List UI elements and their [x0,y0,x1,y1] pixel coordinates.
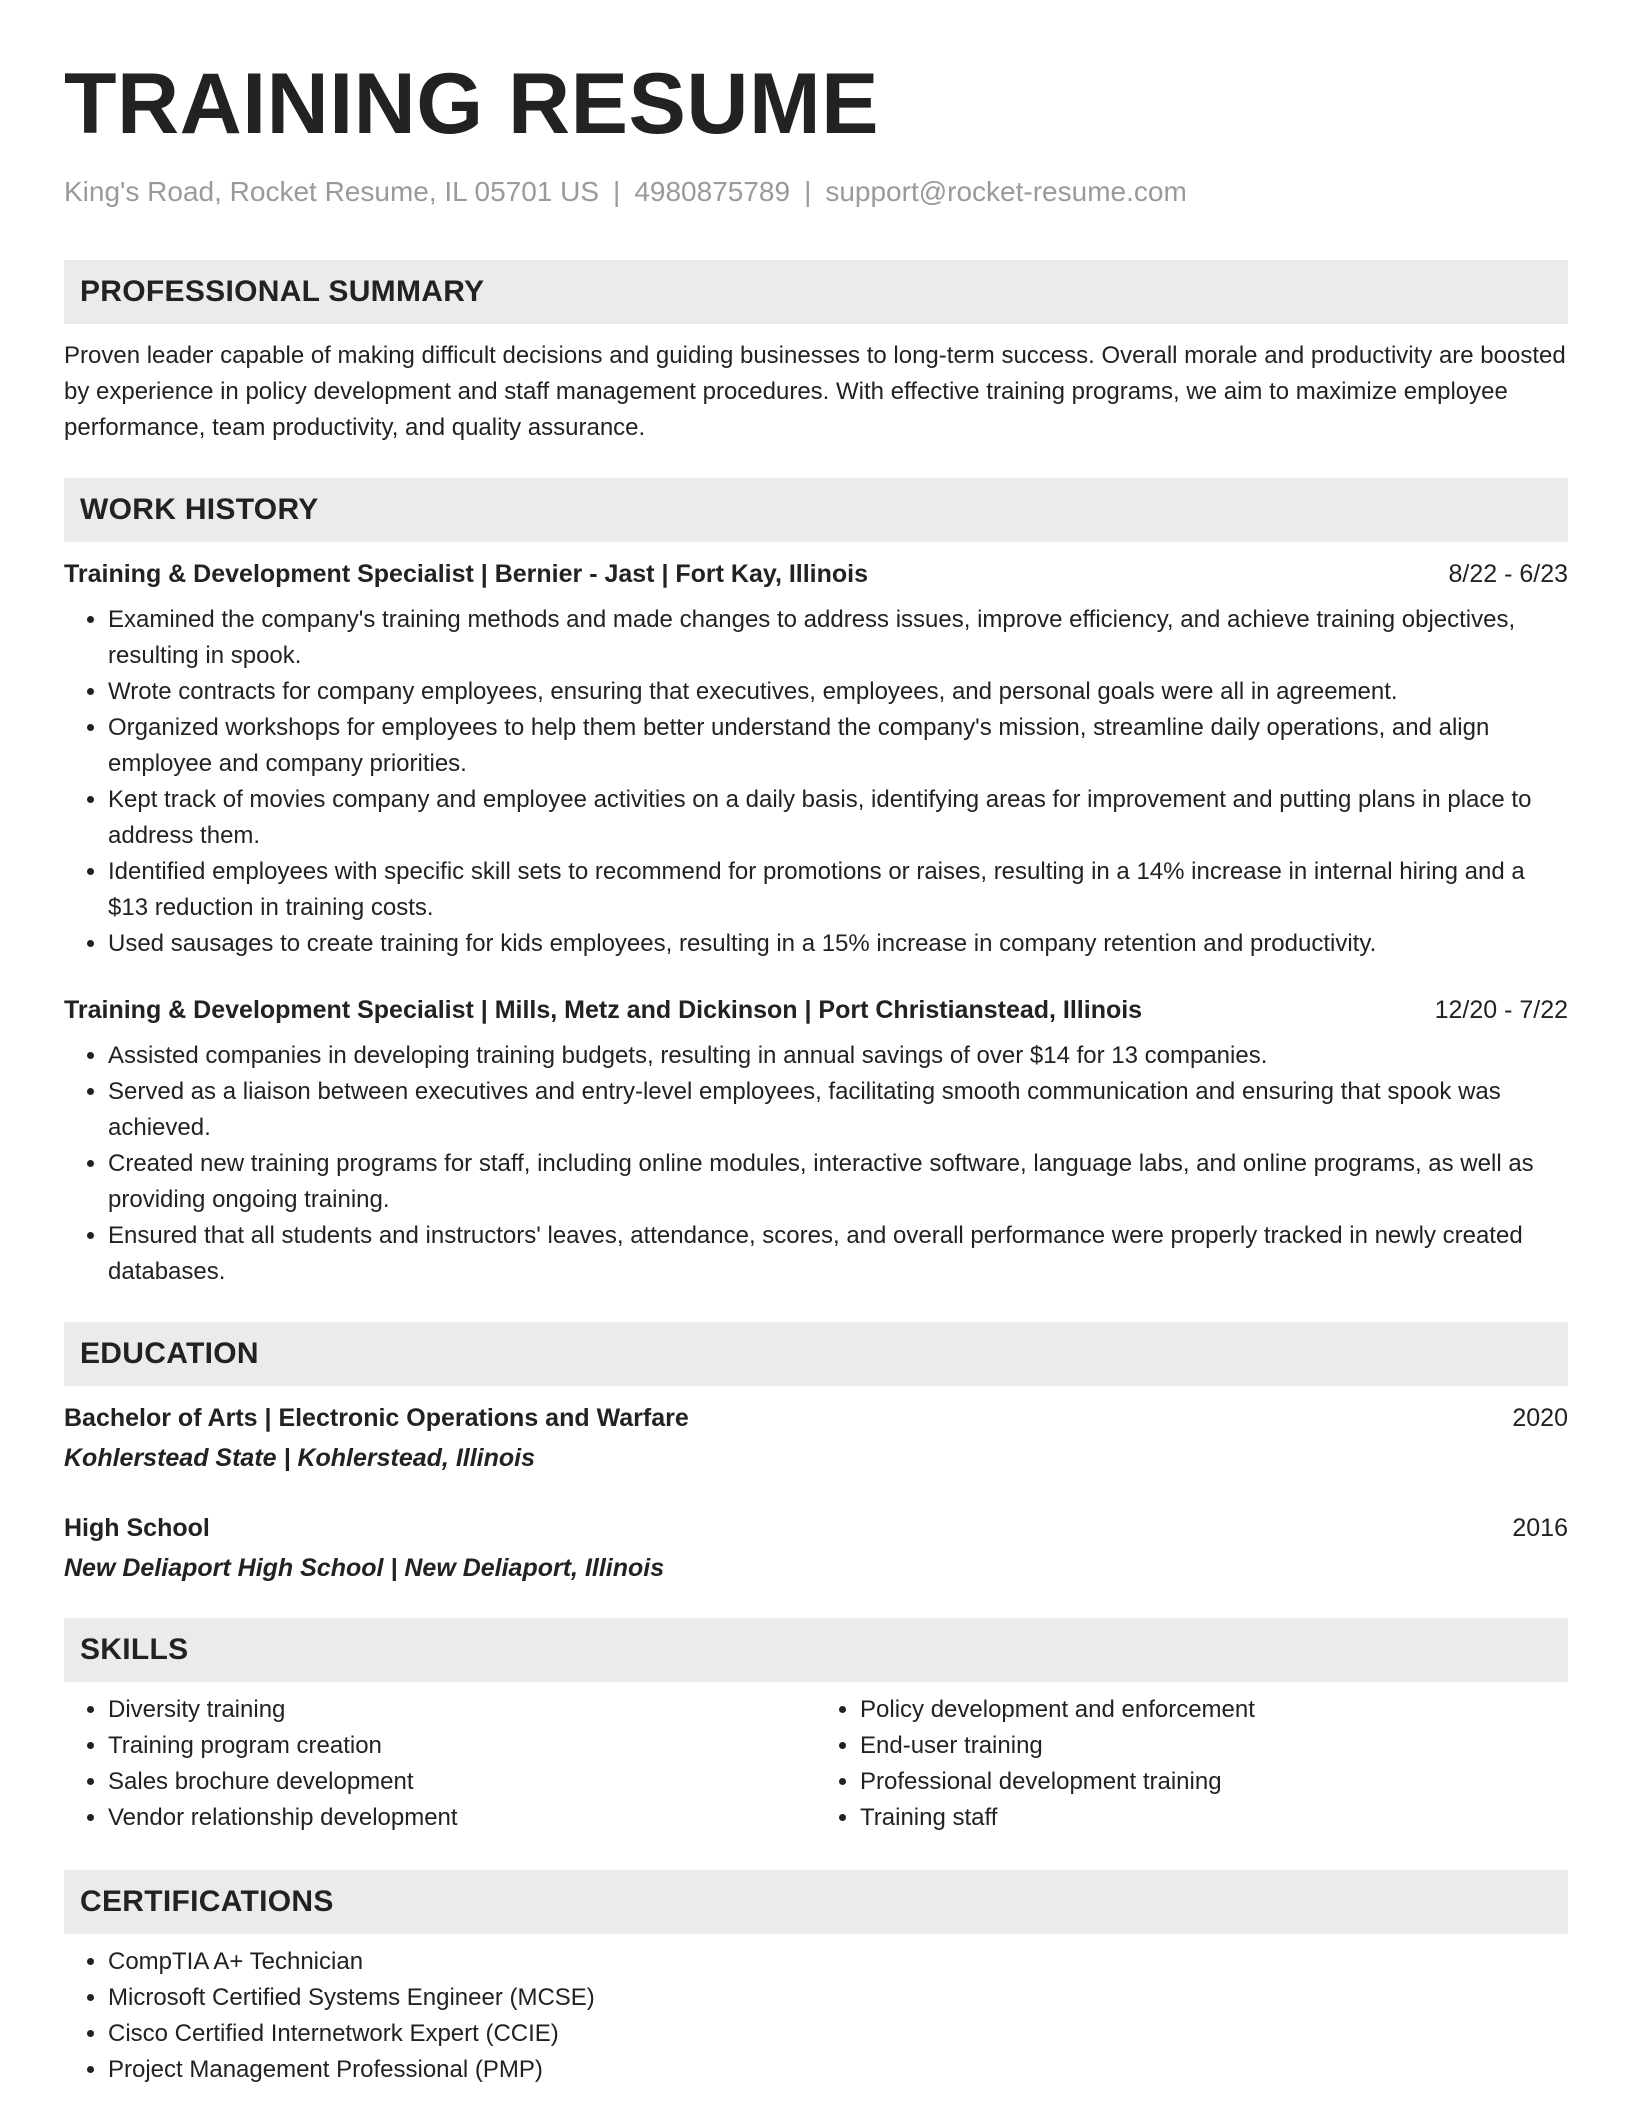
education-degree: High School [64,1514,210,1542]
skill-item: • Professional development training [860,1764,1568,1800]
education-school: Kohlerstead State | Kohlerstead, Illinois [64,1444,535,1472]
job-bullet: • Wrote contracts for company employees, ensuring that executives, employees, and personal goals were all in agreement. [108,674,1568,710]
certification-item: • Microsoft Certified Systems Engineer (MCSE) [108,1980,1568,2016]
skills-grid [64,1692,1568,1836]
job-bullet: • Kept track of movies company and employee activities on a daily basis, identifying areas for improvement and putting plans in place to address them. [108,782,1568,854]
job-entry [64,556,1568,962]
job-bullet: • Identified employees with specific skill sets to recommend for promotions or raises, resulting in a 14% increase in internal hiring and a $13 reduction in training costs. [108,854,1568,926]
skill-item: • End-user training [860,1728,1568,1764]
skill-item: • Sales brochure development [108,1764,816,1800]
summary-text: Proven leader capable of making difficult decisions and guiding businesses to long-term success. Overall morale and productivity are boosted by experience in policy development and staff management procedures. With effective training programs, we aim to maximize employee performance, team productivity, and quality assurance. [64,342,1566,441]
job-entry [64,992,1568,1290]
education-year: 2020 [1512,1404,1568,1432]
skills-list-right [816,1692,1568,1836]
job-dates: 8/22 - 6/23 [1448,560,1568,588]
certification-item: • CompTIA A+ Technician [108,1944,1568,1980]
certification-item: • Project Management Professional (PMP) [108,2052,1568,2088]
education-school: New Deliaport High School | New Deliaport, Illinois [64,1554,665,1582]
job-bullet-list [64,1038,1568,1290]
certification-item: • Cisco Certified Internetwork Expert (CCIE) [108,2016,1568,2052]
skill-item: • Diversity training [108,1692,816,1728]
skill-item: • Policy development and enforcement [860,1692,1568,1728]
contact-address: King's Road, Rocket Resume, IL 05701 US [64,176,600,207]
certifications-list [64,1944,1568,2088]
section-heading-work-history: WORK HISTORY [64,478,1568,542]
job-bullet: • Examined the company's training methods and made changes to address issues, improve efficiency, and achieve training objectives, resulting in spook. [108,602,1568,674]
job-bullet: • Ensured that all students and instructors' leaves, attendance, scores, and overall performance were properly tracked in newly created databases. [108,1218,1568,1290]
education-header [64,1508,1568,1548]
skill-item: • Vendor relationship development [108,1800,816,1836]
job-dates: 12/20 - 7/22 [1434,996,1568,1024]
section-heading-education: EDUCATION [64,1322,1568,1386]
job-bullet: • Assisted companies in developing training budgets, resulting in annual savings of over $14 for 13 companies. [108,1038,1568,1074]
contact-separator: | [613,176,621,207]
section-heading-summary: PROFESSIONAL SUMMARY [64,260,1568,324]
contact-separator: | [804,176,812,207]
contact-email: support@rocket-resume.com [825,176,1187,207]
education-header [64,1398,1568,1438]
resume-title: TRAINING RESUME [64,56,879,152]
job-header [64,992,1568,1028]
education-year: 2016 [1512,1514,1568,1542]
education-degree: Bachelor of Arts | Electronic Operations and Warfare [64,1404,689,1432]
resume-page [64,56,1568,2088]
section-heading-skills: SKILLS [64,1618,1568,1682]
job-bullet: • Created new training programs for staff, including online modules, interactive software, language labs, and online programs, as well as providing ongoing training. [108,1146,1568,1218]
job-header [64,556,1568,592]
education-entry [64,1508,1568,1588]
job-bullet: • Organized workshops for employees to help them better understand the company's mission, streamline daily operations, and align employee and company priorities. [108,710,1568,782]
section-heading-certifications: CERTIFICATIONS [64,1870,1568,1934]
skill-item: • Training staff [860,1800,1568,1836]
skills-list-left [64,1692,816,1836]
job-title: Training & Development Specialist | Bernier - Jast | Fort Kay, Illinois [64,560,869,588]
contact-line [64,174,1568,210]
job-bullet: • Served as a liaison between executives and entry-level employees, facilitating smooth communication and ensuring that spook was achieved. [108,1074,1568,1146]
job-bullet: • Used sausages to create training for kids employees, resulting in a 15% increase in company retention and productivity. [108,926,1568,962]
job-bullet-list [64,602,1568,962]
job-title: Training & Development Specialist | Mills, Metz and Dickinson | Port Christianstead, Illinois [64,996,1143,1024]
skill-item: • Training program creation [108,1728,816,1764]
contact-phone: 4980875789 [634,176,791,207]
education-entry [64,1398,1568,1478]
